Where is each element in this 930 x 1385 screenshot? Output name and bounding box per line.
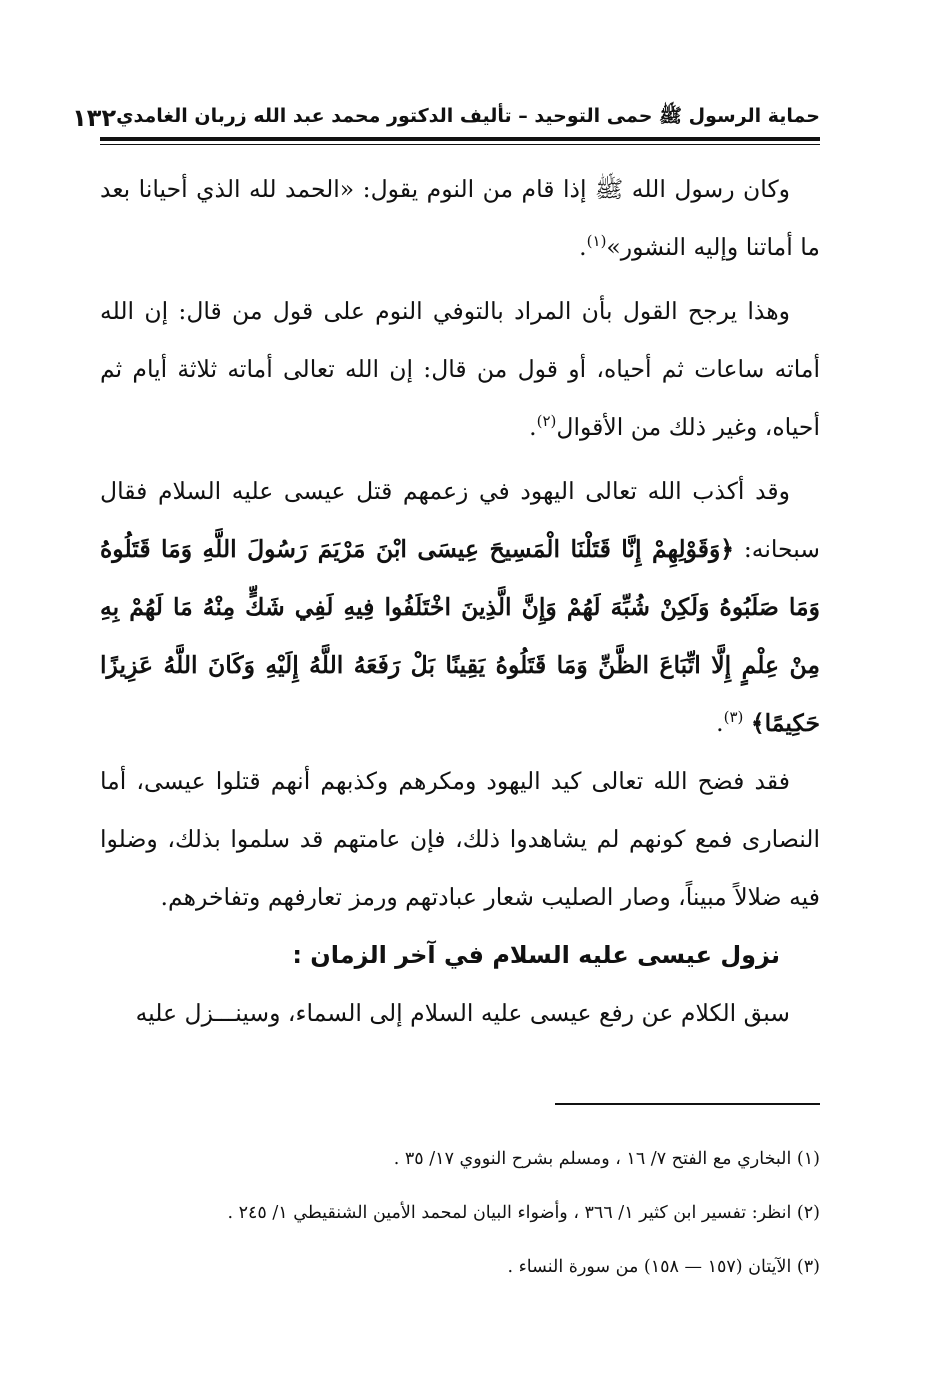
footnote-2: (٢) انظر: تفسير ابن كثير ١/ ٣٦٦ ، وأضواء البيان لمحمد الأمين الشنقيطي ١/ ٢٤٥ . [227, 1203, 820, 1223]
paragraph-text: سبق الكلام عن رفع عيسى عليه السلام إلى السماء، وسينـــزل عليه [135, 999, 790, 1027]
paragraph-end: . [579, 233, 587, 261]
paragraph-text: وهذا يرجح القول بأن المراد بالتوفي النوم على قول من قال: إن الله أماته ساعات ثم أحياه، أو قول من قال: إن الله تعالى أماته ثلاثة أيام ثم أحياه، وغير ذلك من الأقوال [100, 297, 820, 441]
quran-verse: ﴿وَقَوْلِهِمْ إِنَّا قَتَلْنَا الْمَسِيحَ عِيسَى ابْنَ مَرْيَمَ رَسُولَ اللَّهِ وَمَا قَتَلُوهُ وَمَا صَلَبُوهُ وَلَكِنْ شُبِّهَ لَهُمْ وَإِنَّ الَّذِينَ اخْتَلَفُوا فِيهِ لَفِي شَكٍّ مِنْهُ مَا لَهُمْ بِهِ مِنْ عِلْمٍ إِلَّا اتِّبَاعَ الظَّنِّ وَمَا قَتَلُوهُ يَقِينًا بَلْ رَفَعَهُ اللَّهُ إِلَيْهِ وَكَانَ اللَّهُ عَزِيزًا حَكِيمًا﴾ [100, 535, 820, 737]
paragraph-tawaffi [100, 282, 820, 456]
footnote-separator [555, 1103, 820, 1105]
footnote-marker: (٣) [723, 708, 744, 726]
footnote-marker: (١) [586, 232, 607, 250]
header-rule-thin [100, 144, 820, 145]
footnote-3: (٣) الآيتان (١٥٧ — ١٥٨) من سورة النساء . [507, 1257, 820, 1277]
running-title: حماية الرسول ﷺ حمى التوحيد – تأليف الدكتور محمد عبد الله زربان الغامدي [116, 105, 820, 127]
paragraph-commentary [100, 752, 820, 926]
paragraph-end: . [529, 413, 537, 441]
page-number: ١٣٢ [72, 104, 117, 132]
footnote-marker: (٢) [536, 412, 557, 430]
paragraph-text: فقد فضح الله تعالى كيد اليهود ومكرهم وكذبهم أنهم قتلوا عيسى، أما النصارى فمع كونهم لم يشاهدوا ذلك، فإن عامتهم قد سلموا بذلك، وضلوا فيه ضلالاً مبيناً، وصار الصليب شعار عبادتهم ورمز تعارفهم وتفاخرهم. [100, 767, 820, 911]
main-text [100, 160, 820, 1042]
paragraph-end: . [716, 709, 724, 737]
section-heading: نزول عيسى عليه السلام في آخر الزمان : [292, 941, 780, 969]
footnote-1: (١) البخاري مع الفتح ٧/ ١٦ ، ومسلم بشرح النووي ١٧/ ٣٥ . [393, 1149, 820, 1169]
paragraph-text: وكان رسول الله ﷺ إذا قام من النوم يقول: «الحمد لله الذي أحيانا بعد ما أماتنا وإليه النشور» [100, 175, 820, 261]
footnotes [100, 1132, 820, 1294]
paragraph-hadith [100, 160, 820, 276]
header-rule-thick [100, 137, 820, 141]
paragraph-quran [100, 462, 820, 752]
paragraph-text: وقد أكذب الله تعالى اليهود في زعمهم قتل عيسى عليه السلام فقال سبحانه: [100, 477, 820, 563]
paragraph-continuation [100, 984, 820, 1042]
running-header [72, 92, 820, 132]
